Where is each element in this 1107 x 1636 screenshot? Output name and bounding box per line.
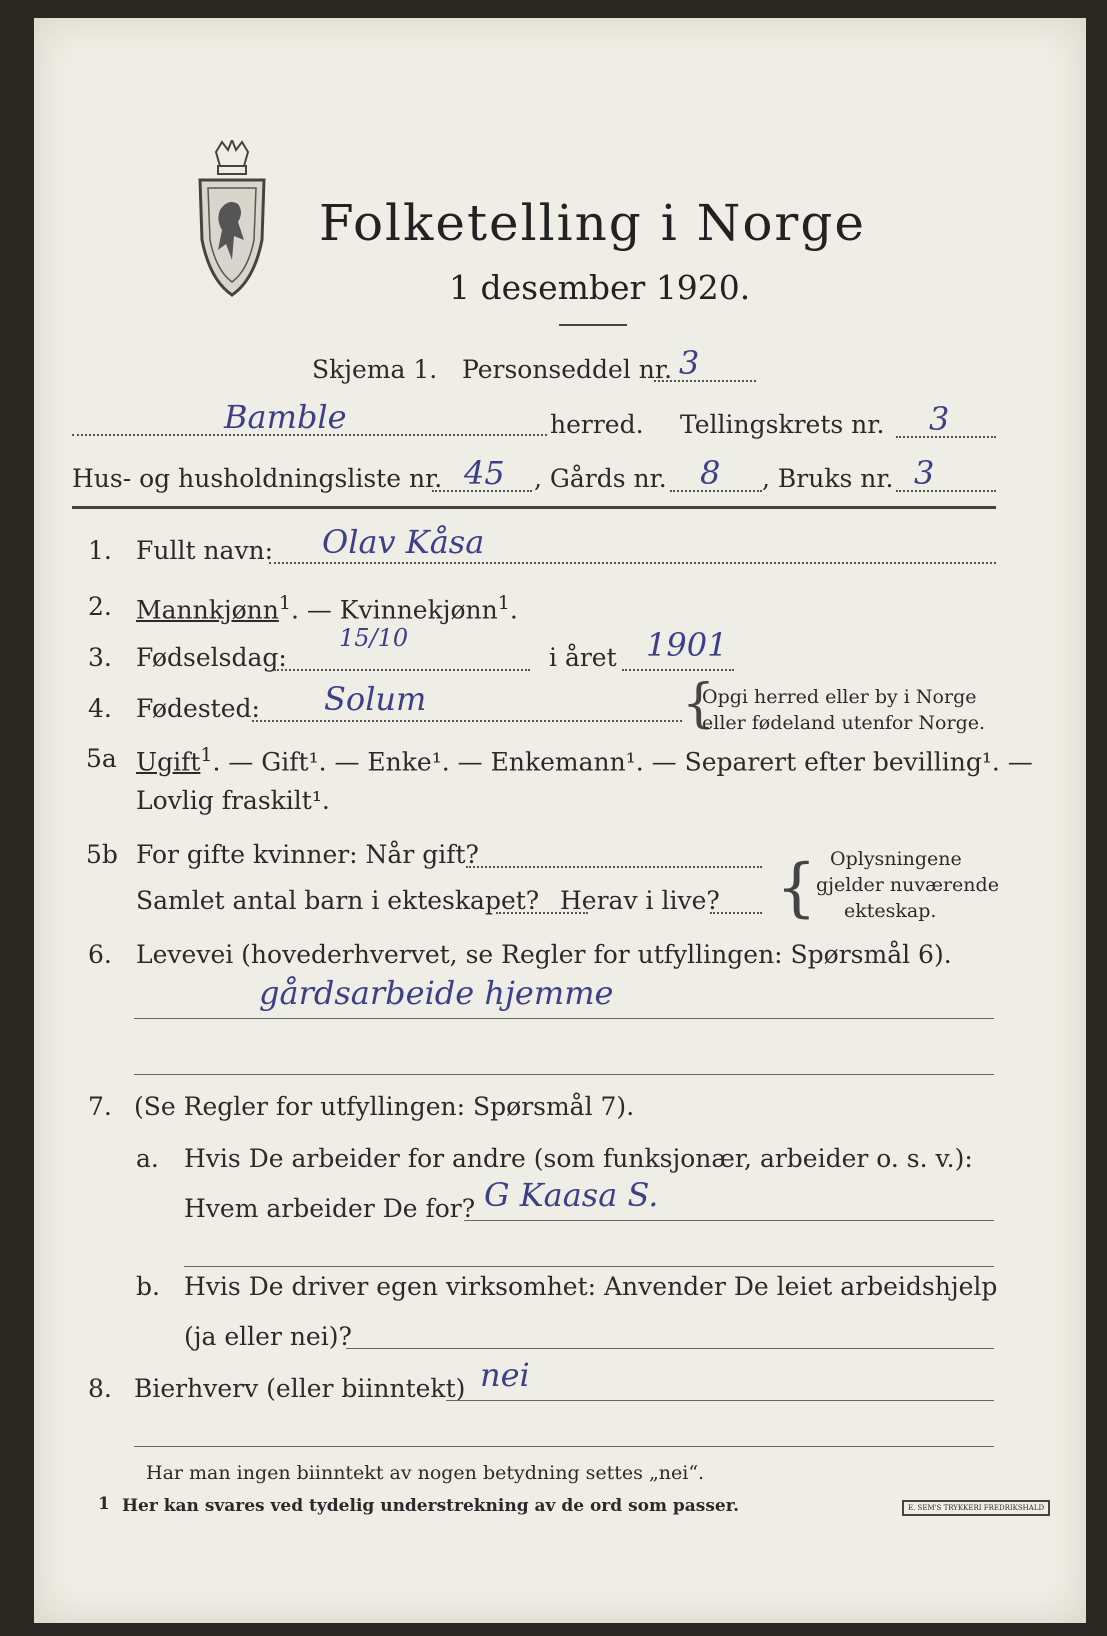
q5b-alive-field[interactable] xyxy=(710,912,762,914)
q2-options xyxy=(136,592,518,624)
q2-separator: . — xyxy=(290,595,340,625)
q5b-number: 5b xyxy=(86,840,118,869)
q5a-number: 5a xyxy=(86,744,117,773)
q3-year-label: i året xyxy=(549,643,617,672)
q5b-note-2: gjelder nuværende xyxy=(816,874,999,896)
gards-label: , Gårds nr. xyxy=(534,464,667,493)
q5b-label-1: For gifte kvinner: Når gift? xyxy=(136,840,479,869)
q7-label: (Se Regler for utfyllingen: Spørsmål 7). xyxy=(134,1092,635,1121)
q2-male-option[interactable]: Mannkjønn xyxy=(136,595,279,625)
census-form xyxy=(34,18,1086,1623)
q5b-brace: { xyxy=(776,851,817,925)
q6-line-2[interactable] xyxy=(134,1074,994,1075)
q1-label: Fullt navn: xyxy=(136,536,274,565)
q1-field[interactable] xyxy=(269,562,996,564)
q6-label: Levevei (hovederhvervet, se Regler for utfyllingen: Spørsmål 6). xyxy=(136,940,952,969)
q7a-text: Hvis De arbeider for andre (som funksjonær, arbeider o. s. v.): xyxy=(184,1144,973,1173)
q2-end: . xyxy=(509,595,518,625)
bruks-label: , Bruks nr. xyxy=(762,464,894,493)
q8-line-2[interactable] xyxy=(134,1446,994,1447)
q7b-text: Hvis De driver egen virksomhet: Anvender De leiet arbeidshjelp xyxy=(184,1272,998,1301)
q3-date-field[interactable] xyxy=(274,669,530,671)
q7a-value: G Kaasa S. xyxy=(484,1176,659,1214)
q4-note-1: Opgi herred eller by i Norge xyxy=(702,686,977,708)
q7b-number: b. xyxy=(136,1272,160,1301)
q5b-note-3: ekteskap. xyxy=(844,900,937,922)
printer-stamp: E. SEM'S TRYKKERI FREDRIKSHALD xyxy=(902,1500,1050,1516)
personseddel-label: Personseddel nr. xyxy=(462,355,673,384)
q5a-ugift-option[interactable]: Ugift xyxy=(136,747,201,777)
q3-year-field[interactable] xyxy=(622,669,734,671)
tellingskrets-value: 3 xyxy=(929,400,950,438)
personseddel-value: 3 xyxy=(679,344,700,382)
q7a-field[interactable] xyxy=(464,1220,994,1221)
q2-number: 2. xyxy=(88,592,112,621)
q3-label: Fødselsdag: xyxy=(136,643,287,672)
q5b-married-field[interactable] xyxy=(466,866,762,868)
q3-number: 3. xyxy=(88,643,112,672)
hus-value: 45 xyxy=(464,454,505,492)
hus-label: Hus- og husholdningsliste nr. xyxy=(72,464,443,493)
bruks-value: 3 xyxy=(914,454,935,492)
personseddel-field[interactable] xyxy=(654,380,756,382)
census-date: 1 desember 1920. xyxy=(449,268,751,307)
q3-value: 15/10 xyxy=(339,624,409,652)
footer-note: Har man ingen biinntekt av nogen betydning settes „nei“. xyxy=(146,1462,705,1484)
form-title: Folketelling i Norge xyxy=(319,194,866,252)
q8-field[interactable] xyxy=(446,1400,994,1401)
gards-value: 8 xyxy=(700,454,721,492)
q6-value: gårdsarbeide hjemme xyxy=(259,974,614,1012)
q4-note-2: eller fødeland utenfor Norge. xyxy=(702,712,986,734)
bruks-field[interactable] xyxy=(896,490,996,492)
header-divider xyxy=(72,506,996,509)
q4-label: Fødested: xyxy=(136,694,260,723)
q3-year-value: 1901 xyxy=(646,626,728,664)
herred-value: Bamble xyxy=(224,398,347,436)
q7a-question: Hvem arbeider De for? xyxy=(184,1194,476,1223)
footnote-text: Her kan svares ved tydelig understrekning av de ord som passer. xyxy=(122,1496,740,1516)
q4-number: 4. xyxy=(88,694,112,723)
q7a-line-2[interactable] xyxy=(184,1266,994,1267)
coat-of-arms-icon xyxy=(194,140,270,300)
q1-number: 1. xyxy=(88,536,112,565)
skjema-label: Skjema 1. xyxy=(312,355,438,384)
q5b-label-2: Samlet antal barn i ekteskapet? xyxy=(136,886,540,915)
q4-value: Solum xyxy=(324,680,427,718)
q7b-question: (ja eller nei)? xyxy=(184,1322,352,1351)
q5a-line2[interactable]: Lovlig fraskilt¹. xyxy=(136,786,330,815)
q5a-options xyxy=(136,744,1033,776)
q2-female-option[interactable]: Kvinnekjønn xyxy=(339,595,498,625)
q2-footnote-ref-2: 1 xyxy=(497,592,510,614)
q5b-note-1: Oplysningene xyxy=(830,848,962,870)
title-divider xyxy=(559,324,627,326)
q4-brace: { xyxy=(682,674,716,734)
q2-footnote-ref: 1 xyxy=(278,592,291,614)
q5b-label-3: Herav i live? xyxy=(560,886,720,915)
q5a-other-options[interactable]: . — Gift¹. — Enke¹. — Enkemann¹. — Separert efter bevilling¹. — xyxy=(212,747,1033,777)
q6-number: 6. xyxy=(88,940,112,969)
q8-label: Bierhverv (eller biinntekt) xyxy=(134,1374,466,1403)
q4-field[interactable] xyxy=(252,720,682,722)
tellingskrets-label: Tellingskrets nr. xyxy=(680,410,885,439)
herred-label: herred. xyxy=(550,410,644,439)
q5a-footnote-ref: 1 xyxy=(200,744,213,766)
q7-number: 7. xyxy=(88,1092,112,1121)
q7b-field[interactable] xyxy=(346,1348,994,1349)
q6-line-1[interactable] xyxy=(134,1018,994,1019)
q1-value: Olav Kåsa xyxy=(322,523,485,561)
footnote-mark: 1 xyxy=(98,1494,110,1514)
q7a-number: a. xyxy=(136,1144,159,1173)
q8-value: nei xyxy=(480,1356,530,1394)
q8-number: 8. xyxy=(88,1374,112,1403)
